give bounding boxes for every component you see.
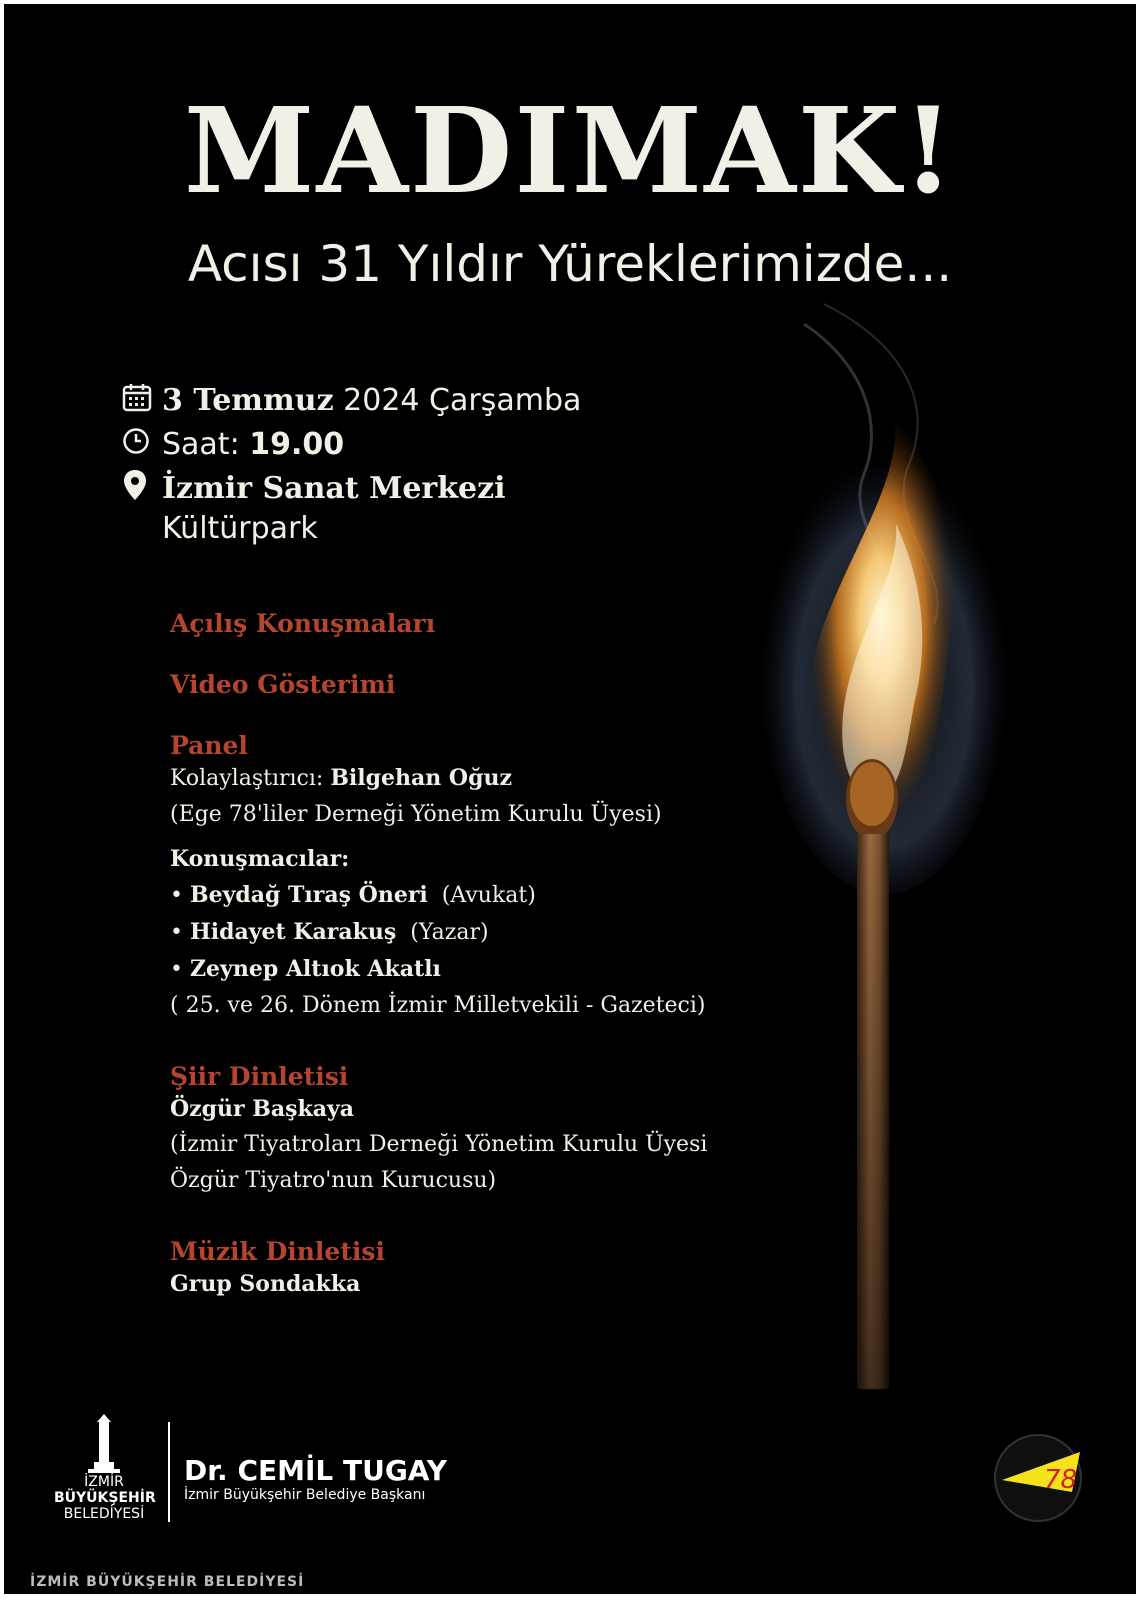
- poetry-performer: Özgür Başkaya: [170, 1096, 355, 1122]
- music-performer: Grup Sondakka: [170, 1271, 361, 1297]
- event-date-bold: 3 Temmuz: [162, 383, 334, 418]
- speaker-name: Zeynep Altıok Akatlı: [189, 956, 441, 982]
- event-date-rest: 2024 Çarşamba: [333, 383, 582, 418]
- time-row: [122, 423, 581, 467]
- opening-heading: Açılış Konuşmaları: [170, 609, 436, 638]
- speaker-role: (Yazar): [410, 920, 489, 945]
- venue-row: [122, 467, 581, 511]
- ege-78-badge-logo: [992, 1432, 1084, 1524]
- poetry-heading: Şiir Dinletisi: [170, 1062, 349, 1091]
- poster-subtitle: Acısı 31 Yıldır Yüreklerimizde...: [187, 235, 953, 293]
- calendar-icon: [122, 382, 162, 421]
- moderator-note: (Ege 78'liler Derneği Yönetim Kurulu Üyesi): [170, 802, 662, 827]
- speaker-name: Hidayet Karakuş: [189, 919, 397, 945]
- moderator-label: Kolaylaştırıcı:: [170, 766, 331, 791]
- panel-heading: Panel: [170, 731, 248, 760]
- time-label: Saat:: [162, 427, 250, 462]
- moderator-line: [170, 760, 707, 797]
- event-info: [122, 379, 581, 546]
- poster-title: MADIMAK!: [183, 81, 957, 220]
- music-heading: Müzik Dinletisi: [170, 1237, 385, 1266]
- poster: [4, 4, 1136, 1594]
- watermark: İZMİR BÜYÜKŞEHİR BELEDİYESİ: [30, 1574, 305, 1590]
- speaker-name: Beydağ Tıraş Öneri: [189, 882, 428, 908]
- venue-sub: Kültürpark: [162, 511, 318, 546]
- mayor-name: Dr. CEMİL TUGAY: [184, 1454, 448, 1487]
- time-value: 19.00: [249, 427, 345, 462]
- logo-line-3: BELEDİYESİ: [63, 1506, 145, 1522]
- speaker-item: • Beydağ Tıraş Öneri (Avukat): [170, 882, 536, 908]
- program: [170, 609, 707, 1302]
- speaker-role: (Avukat): [441, 883, 536, 908]
- clock-tower-icon: [54, 1414, 154, 1474]
- logo-line-1: İZMİR: [84, 1474, 124, 1490]
- poetry-note-2: Özgür Tiyatro'nun Kurucusu): [170, 1168, 497, 1193]
- footer-divider: [168, 1422, 170, 1522]
- date-row: [122, 379, 581, 423]
- mayor-block: [184, 1454, 447, 1503]
- video-heading: Video Gösterimi: [170, 670, 396, 699]
- logo-line-2: BÜYÜKŞEHİR: [54, 1490, 156, 1506]
- izmir-municipality-logo: [54, 1414, 154, 1522]
- venue-name: İzmir Sanat Merkezi: [162, 471, 506, 506]
- badge-text: 78: [1044, 1465, 1078, 1495]
- speakers-label: Konuşmacılar:: [170, 846, 350, 872]
- poetry-note-1: (İzmir Tiyatroları Derneği Yönetim Kurulu Üyesi: [170, 1132, 708, 1157]
- speaker-item: • Zeynep Altıok Akatlı: [170, 956, 441, 982]
- location-pin-icon: [122, 469, 162, 510]
- mayor-role: İzmir Büyükşehir Belediye Başkanı: [184, 1487, 426, 1503]
- clock-icon: [122, 427, 162, 464]
- moderator-name: Bilgehan Oğuz: [330, 765, 512, 791]
- speaker-item: • Hidayet Karakuş (Yazar): [170, 919, 489, 945]
- speaker-note: ( 25. ve 26. Dönem İzmir Milletvekili - Gazeteci): [170, 993, 706, 1018]
